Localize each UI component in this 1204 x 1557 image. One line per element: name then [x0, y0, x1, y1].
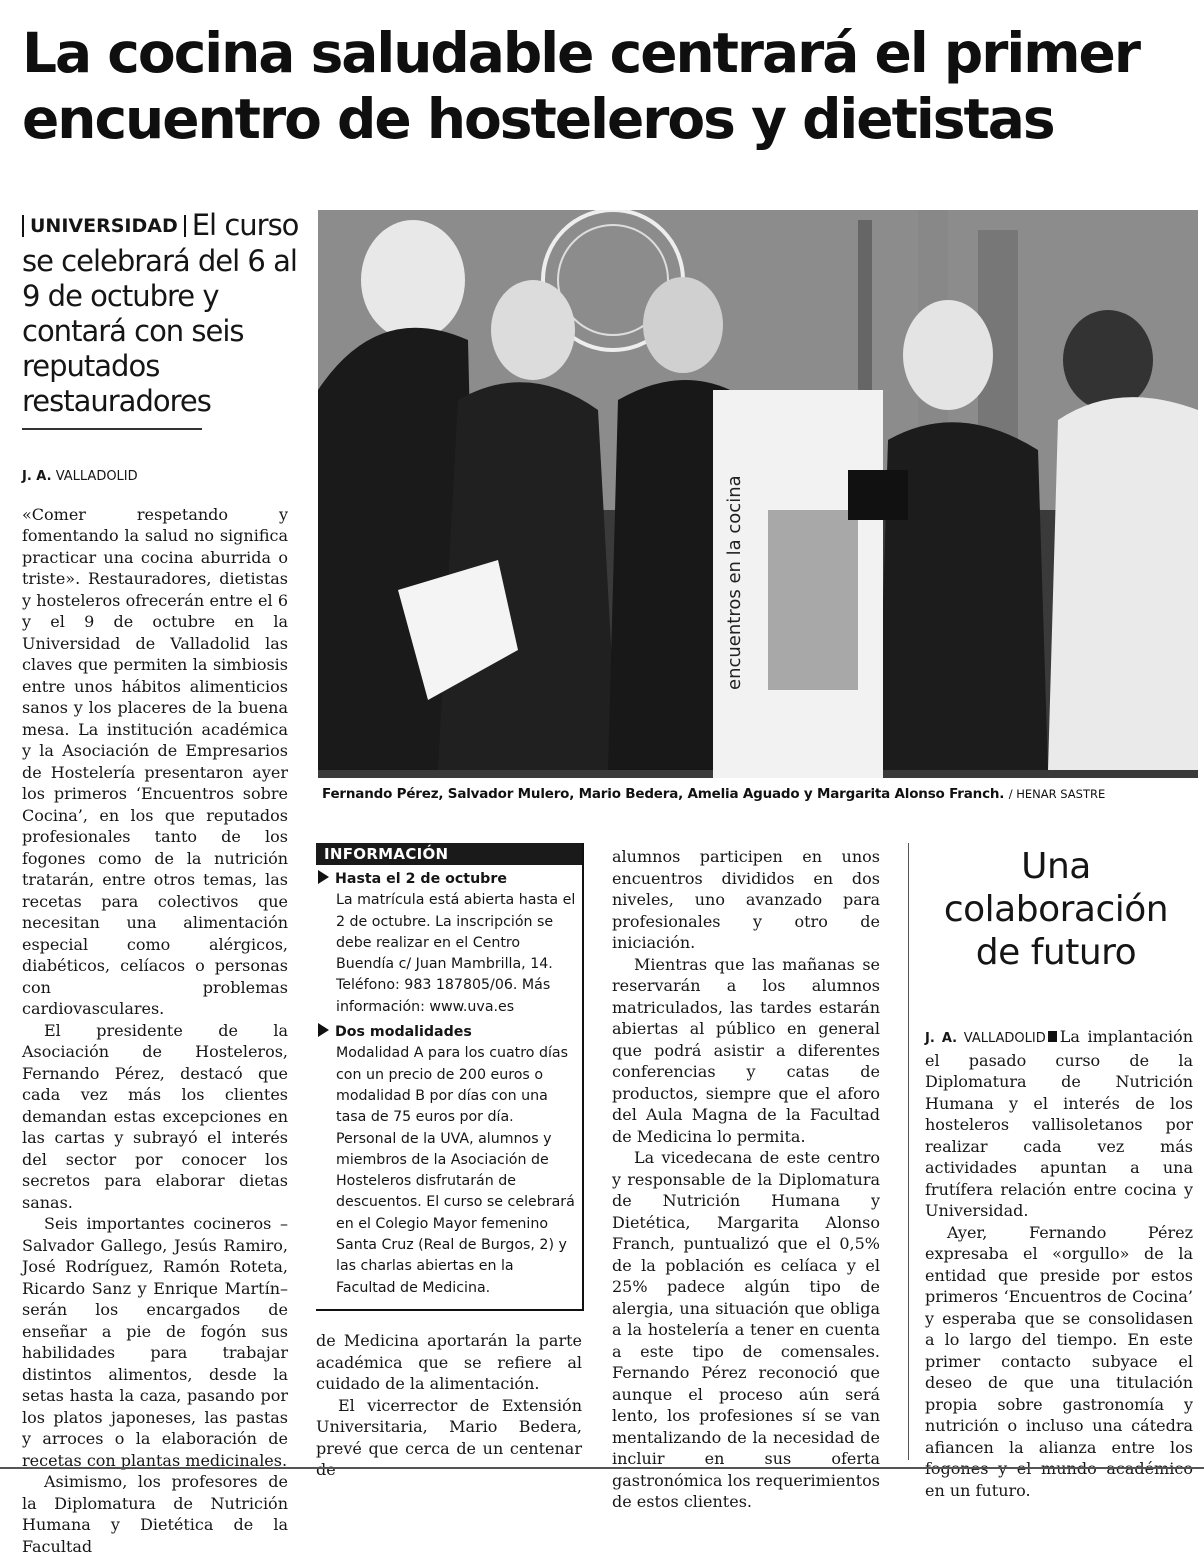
paragraph: Mientras que las mañanas se reservarán a los alumnos matriculados, las tardes estarán abiertas al público en general que podrá asistir a diferentes conferencias y catas de productos, siempre que el aforo del Aula Magna de la Facultad de Medicina lo permita. [612, 954, 880, 1146]
paragraph: J. A. VALLADOLID La implantación el pasado curso de la Diplomatura de Nutrición Humana y el interés de los hosteleros vallisoletanos por realizar cada vez más actividades apuntan a una frutífera relación entre cocina y Universidad. [925, 1027, 1193, 1220]
lead-text: El curso se celebrará del 6 al 9 de octubre y contará con seis reputados restauradores [22, 208, 299, 418]
paragraph: La vicedecana de este centro y responsable de la Diplomatura de Nutrición Humana y Dietética, Margarita Alonso Franch, puntualizó que el 0,5% de la población es celíaca y el 25% padece algún tipo de alergia, una situación que obliga a la hostelería a tener en cuenta a este tipo de comensales. Fernando Pérez reconoció que aunque el proceso aún será lento, los profesiones sí se van mentalizando de la necesidad de incluir en sus oferta gastronómica los requerimientos de estos clientes. [612, 1148, 880, 1511]
byline [22, 466, 288, 488]
article-column-2 [316, 1330, 582, 1481]
news-photo [318, 210, 1198, 778]
info-item-body: Modalidad A para los cuatro días con un precio de 200 euros o modalidad B por días con una tasa de 75 euros por día. Personal de la UVA, alumnos y miembros de la Asociación de Hosteleros disfrutarán de descuentos. El curso se celebrará en el Colegio Mayor femenino Santa Cruz (Real de Burgos, 2) y las charlas abiertas en la Facultad de Medicina. [336, 1045, 575, 1296]
photo-caption [322, 786, 1192, 802]
headline [22, 20, 1192, 152]
triangle-bullet-icon [318, 1023, 329, 1037]
paragraph: Seis importantes cocineros –Salvador Gallego, Jesús Ramiro, José Rodríguez, Ramón Roteta, Ricardo Sanz y Enrique Martín– serán los encargados de enseñar a pie de fogón sus habilidades para trabajar distintos alimentos, desde la setas hasta la caza, pasando por los platos japoneses, las pastas y arroces o la elaboración de recetas con plantas medicinales. [22, 1214, 288, 1470]
lead-divider [22, 428, 202, 430]
lead-subhead [22, 208, 300, 419]
paragraph: El presidente de la Asociación de Hosteleros, Fernando Pérez, destacó que cada vez más los clientes demandan estas excepciones en las cartas y subrayó el interés del sector por conocer los secretos para elaborar dietas sanas. [22, 1020, 288, 1212]
sidebar-byline: J. A. VALLADOLID [925, 1031, 1046, 1046]
page-bottom-rule [0, 1467, 1204, 1469]
info-item-body: La matrícula está abierta hasta el 2 de octubre. La inscripción se debe realizar en el Centro Buendía c/ Juan Mambrilla, 14. Teléfono: 983 187805/06. Más información: www.uva.es [336, 892, 576, 1015]
square-bullet-icon [1048, 1031, 1057, 1042]
article-column-3 [612, 846, 880, 1513]
info-box-title: INFORMACIÓN [316, 843, 582, 865]
byline-place: VALLADOLID [55, 469, 138, 484]
headline-line-2: encuentro de hosteleros y dietistas [22, 87, 1054, 151]
photo-credit: / HENAR SASTRE [1008, 787, 1106, 801]
paragraph: de Medicina aportarán la parte académica que se refiere al cuidado de la alimentación. [316, 1331, 582, 1393]
paragraph: «Comer respetando y fomentando la salud no significa practicar una cocina aburrida o triste». Restauradores, dietistas y hosteleros ofrecerán entre el 6 y el 9 de octubre en la Universidad de Valladolid las claves que permiten la simbiosis entre unos hábitos alimenticios sanos y los placeres de la buena mesa. La institución académica y la Asociación de Empresarios de Hostelería presentaron ayer los primeros ‘Encuentros sobre Cocina’, en los que reputados profesionales tanto de los fogones como de la nutrición tratarán, entre otros temas, las recetas para colectivos que necesitan una alimentación especial como alérgicos, diabéticos, celíacos o personas con problemas cardiovasculares. [22, 504, 288, 1018]
triangle-bullet-icon [318, 870, 329, 884]
paragraph: El vicerrector de Extensión Universitaria, Mario Bedera, prevé que cerca de un centenar de [316, 1395, 582, 1479]
info-item-heading: Hasta el 2 de octubre [316, 869, 582, 890]
sidebar-divider [908, 843, 909, 1460]
sidebar-title: Una colaboración de futuro [943, 846, 1169, 973]
photo-illustration [318, 210, 1198, 778]
section-label: UNIVERSIDAD [22, 215, 186, 237]
paragraph: Ayer, Fernando Pérez expresaba el «orgullo» de la entidad que preside por estos primeros ‘Encuentros de Cocina’ y esperaba que se consolidasen a lo largo del tiempo. En este primer contacto subyace el deseo de que una titulación propia sobre gastronomía y nutrición o incluso una cátedra afiancen la alianza entre los fogones y el mundo académico en un futuro. [925, 1222, 1193, 1500]
caption-text: Fernando Pérez, Salvador Mulero, Mario Bedera, Amelia Aguado y Margarita Alonso Franch. [322, 786, 1005, 802]
info-box [316, 843, 584, 1311]
paragraph: alumnos participen en unos encuentros divididos en dos niveles, uno avanzado para profesionales y otro de iniciación. [612, 847, 880, 952]
paragraph: Asimismo, los profesores de la Diplomatura de Nutrición Humana y Dietética de la Facultad [22, 1472, 288, 1556]
sidebar-body [925, 1026, 1193, 1501]
banner-text: encuentros en la cocina [724, 475, 745, 690]
headline-line-1: La cocina saludable centrará el primer [22, 21, 1139, 85]
byline-author: J. A. [22, 469, 52, 484]
info-item-heading: Dos modalidades [316, 1022, 582, 1043]
article-column-1 [22, 466, 288, 1557]
